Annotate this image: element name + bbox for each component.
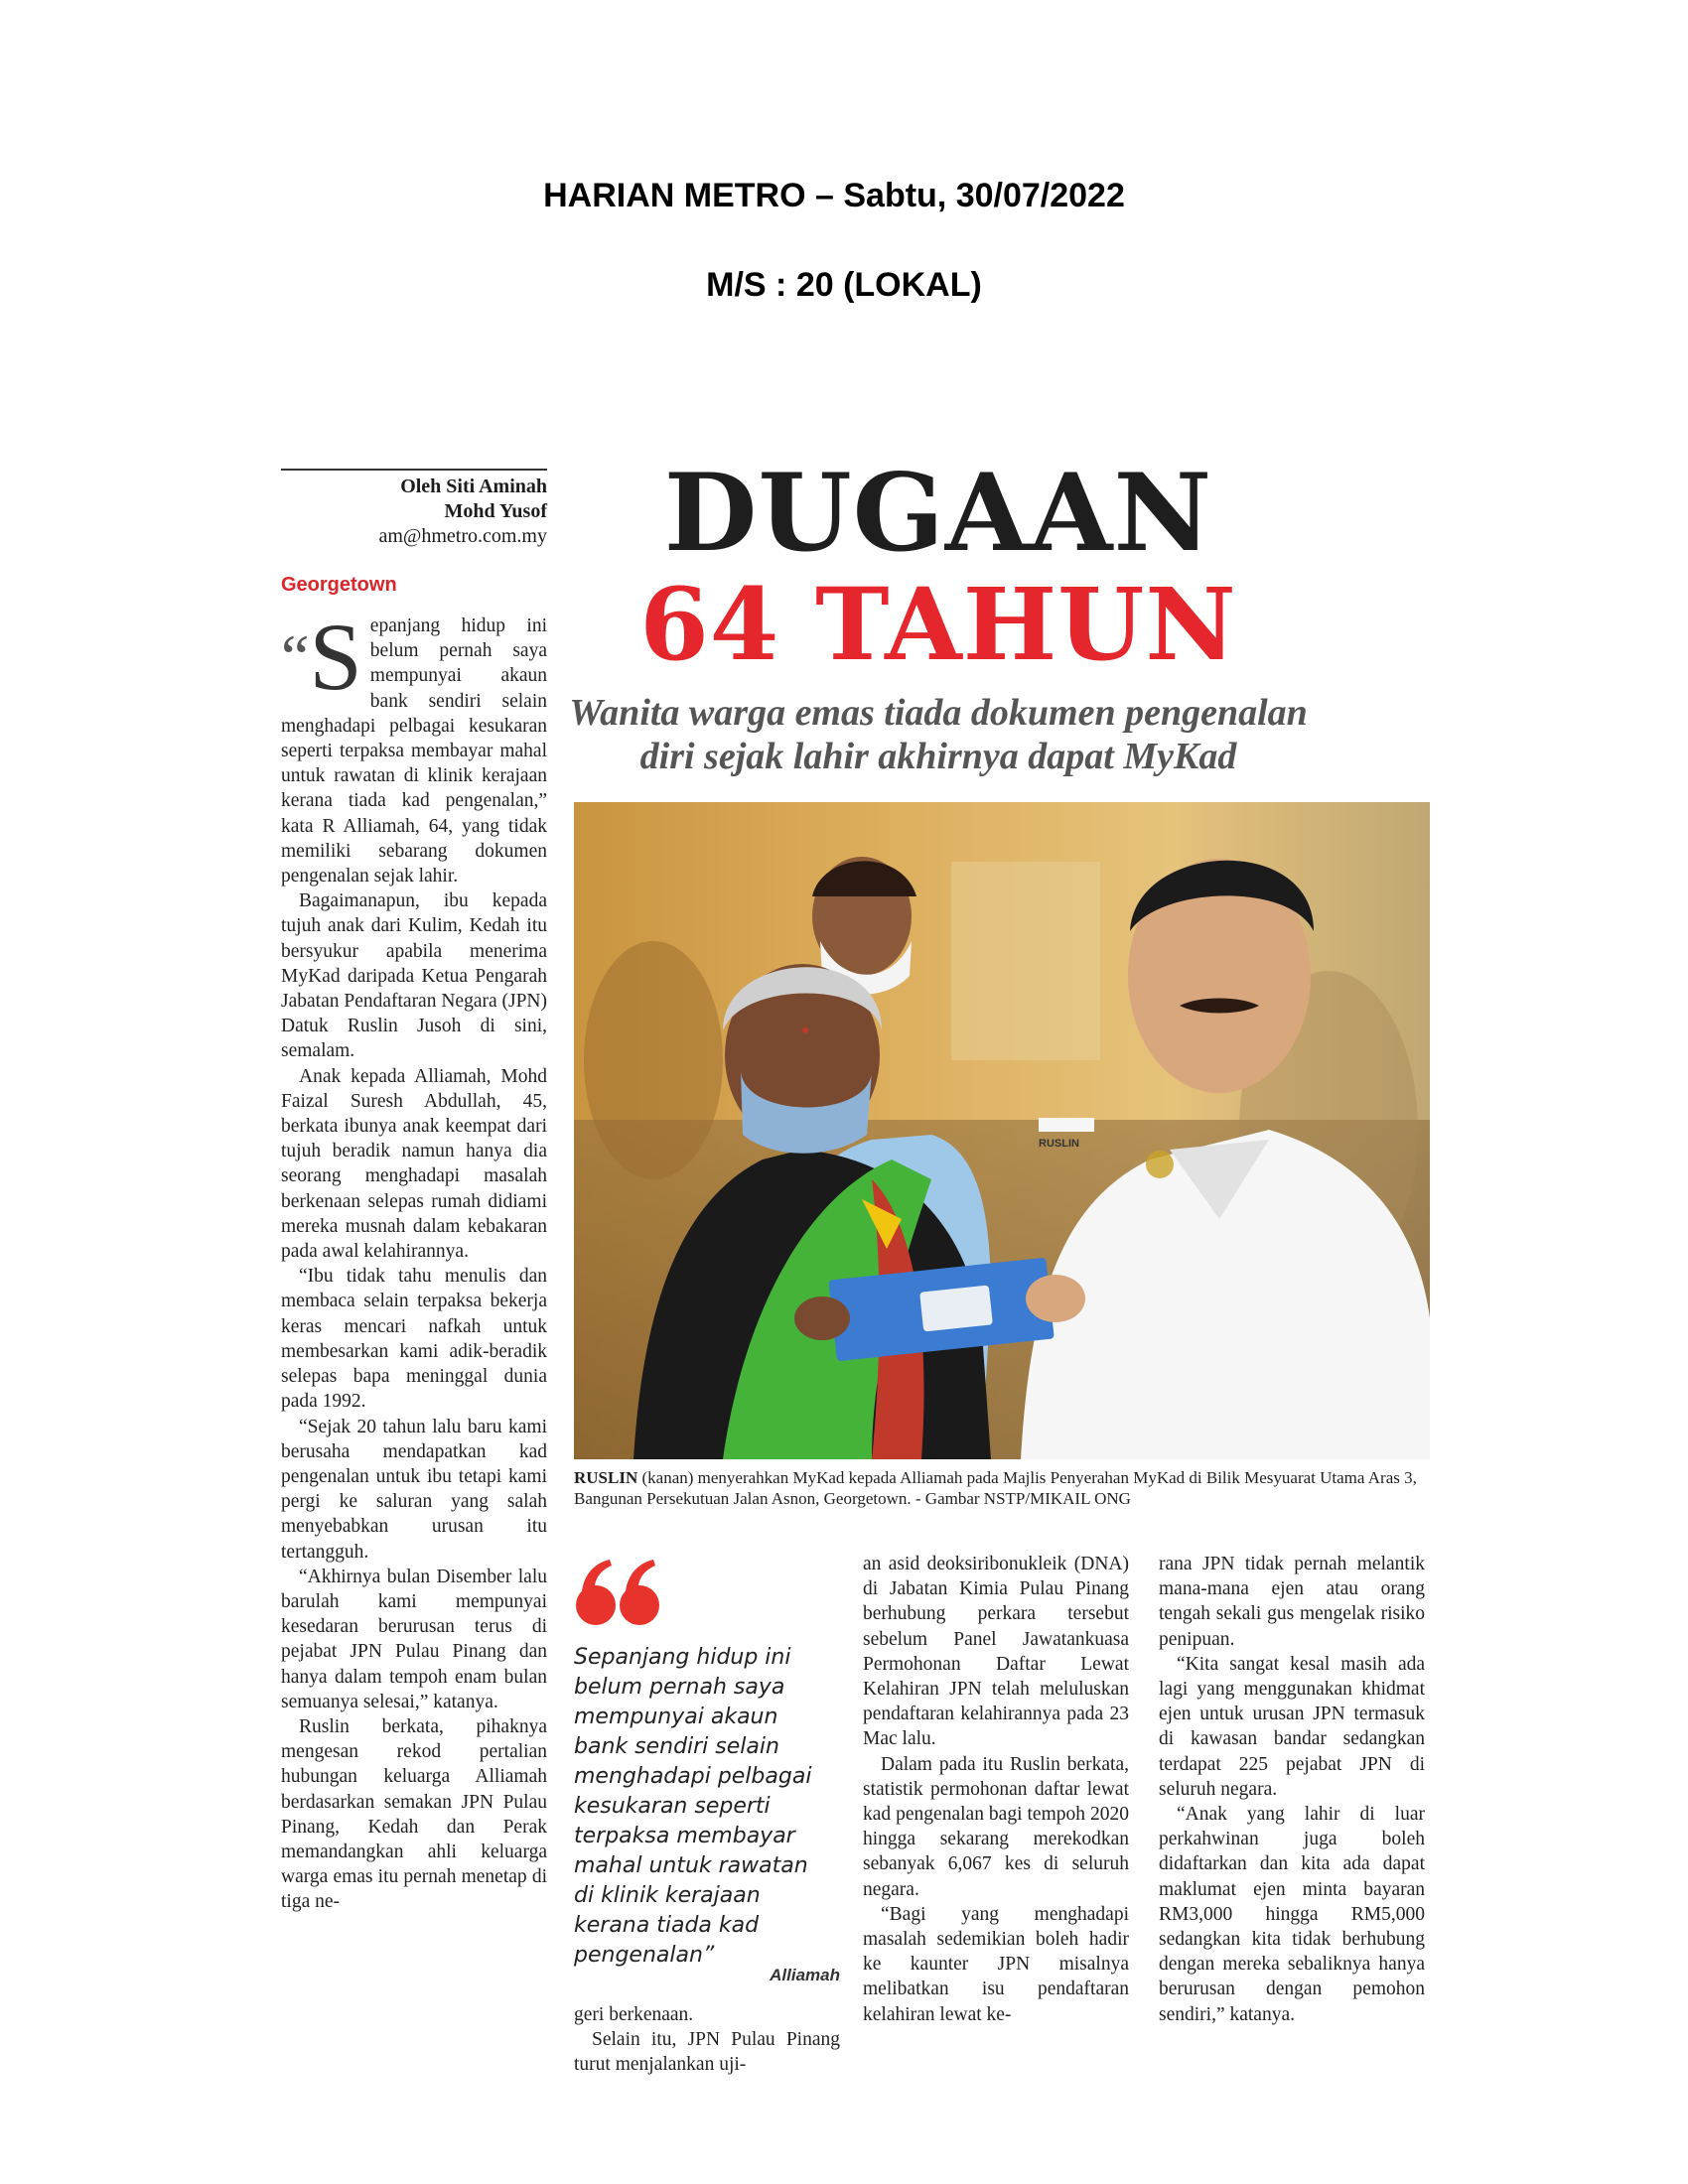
paragraph: Anak kepada Alliamah, Mohd Faizal Suresh Abdullah, 45, berkata ibunya anak keempat dari tujuh beradik namun hanya dia seorang menghadapi masalah berkenaan selepas rumah didiami mereka musnah dalam kebakaran pada awal kelahirannya. [281, 1065, 547, 1263]
drop-cap: “S [281, 604, 362, 710]
lead-paragraph: “S epanjang hidup ini belum pernah saya mempunyai akaun bank sendiri selain menghadapi pelbagai kesukaran seperti terpaksa membayar mahal untuk rawatan di klinik kerajaan kerana tiada kad pengenalan,” kata R Alliamah, 64, yang tidak memiliki sebarang dokumen pengenalan sejak lahir. [281, 604, 547, 887]
article-column-2 [574, 2002, 840, 2078]
paragraph: Ruslin berkata, pihaknya mengesan rekod pertalian hubungan keluarga Alliamah berdasarkan semakan JPN Pulau Pinang, Kedah dan Perak memandangkan ahli keluarga warga emas itu pernah menetap di tiga ne- [281, 1715, 547, 1913]
paragraph: rana JPN tidak pernah melantik mana-mana ejen atau orang tengah sekali gus mengelak risiko penipuan. [1159, 1554, 1425, 1650]
paragraph: “Sejak 20 tahun lalu baru kami berusaha mendapatkan kad pengenalan untuk ibu tetapi kami pergi ke saluran yang salah menyebabkan urusan itu tertangguh. [281, 1416, 547, 1563]
pull-quote-attribution: Alliamah [770, 1966, 840, 1984]
pull-quote: Sepanjang hidup ini belum pernah saya mempunyai akaun bank sendiri selain menghadapi pelbagai kesukaran seperti terpaksa membayar mahal untuk rawatan di klinik kerajaan kerana tiada kad pengenalan” [574, 1645, 812, 1968]
shirt-name-tag: RUSLIN [1039, 1138, 1079, 1150]
page-line: M/S : 20 (LOKAL) [706, 266, 982, 304]
paragraph: “Ibu tidak tahu menulis dan membaca selain terpaksa bekerja keras mencari nafkah untuk membesarkan kami adik-beradik selepas bapa meninggal dunia pada 1992. [281, 1266, 547, 1413]
caption-text: (kanan) menyerahkan MyKad kepada Alliamah pada Majlis Penyerahan MyKad di Bilik Mesyuarat Utama Aras 3, Bangunan Persekutuan Jalan Asnon, Georgetown. - Gambar NSTP/MIKAIL ONG [574, 1468, 1417, 1508]
paragraph: geri berkenaan. [574, 2004, 694, 2025]
article-column-4 [1159, 1552, 1425, 2027]
photo-caption [574, 1467, 1428, 1509]
byline-rule [281, 469, 547, 471]
news-photo [574, 802, 1430, 1459]
paragraph: an asid deoksiribonukleik (DNA) di Jabatan Kimia Pulau Pinang berhubung perkara tersebut sebelum Panel Jawatankuasa Permohonan Daftar Lewat Kelahiran JPN telah meluluskan pendaftaran kelahirannya pada 23 Mac lalu. [863, 1554, 1129, 1750]
paragraph: Bagaimanapun, ibu kepada tujuh anak dari Kulim, Kedah itu bersyukur apabila menerima MyKad daripada Ketua Pengarah Jabatan Pendaftaran Negara (JPN) Datuk Ruslin Jusoh di sini, semalam. [281, 890, 548, 1062]
headline-subtitle [492, 691, 1385, 778]
paragraph: “Bagi yang menghadapi masalah sedemikian boleh hadir ke kaunter JPN misalnya melibatkan isu pendaftaran kelahiran lewat ke- [863, 1903, 1129, 2025]
author-email: am@hmetro.com.my [378, 525, 547, 547]
author-line-2: Mohd Yusof [444, 500, 547, 522]
dateline: Georgetown [281, 574, 397, 596]
headline-line-2: 64 TAHUN [639, 566, 1237, 683]
article-column-1 [281, 604, 548, 1915]
open-quote-icon: “ [281, 621, 310, 692]
paragraph: Dalam pada itu Ruslin berkata, statistik permohonan daftar lewat kad pengenalan bagi tempoh 2020 hingga sekarang merekodkan sebanyak 6,067 kes di seluruh negara. [863, 1753, 1129, 1900]
paragraph: “Kita sangat kesal masih ada lagi yang menggunakan khidmat ejen untuk urusan JPN termasuk di kawasan bandar sedangkan terdapat 225 pejabat JPN di seluruh negara. [1159, 1653, 1425, 1800]
publication-line: HARIAN METRO – Sabtu, 30/07/2022 [543, 177, 1125, 214]
author-line-1: Oleh Siti Aminah [400, 476, 547, 497]
byline [281, 475, 547, 549]
article-column-3 [863, 1552, 1129, 2027]
paragraph: “Akhirnya bulan Disember lalu barulah kami mempunyai kesedaran berurusan terus di pejabat JPN Pulau Pinang dan hanya dalam tempoh enam bulan semuanya selesai,” katanya. [281, 1566, 547, 1712]
headline-line-1: DUGAAN [663, 451, 1213, 576]
caption-lead: RUSLIN [574, 1468, 638, 1487]
subtitle-line-1: Wanita warga emas tiada dokumen pengenalan [569, 692, 1308, 734]
quote-mark-icon [574, 1554, 663, 1633]
subtitle-line-2: diri sejak lahir akhirnya dapat MyKad [639, 736, 1237, 777]
paragraph: Selain itu, JPN Pulau Pinang turut menjalankan uji- [574, 2029, 840, 2076]
paragraph: “Anak yang lahir di luar perkahwinan juga boleh didaftarkan dan kita ada dapat maklumat ejen minta bayaran RM3,000 hingga RM5,000 sedangkan kita tidak berhubung dengan mereka sebaliknya hanya berurusan dengan pemohon sendiri,” katanya. [1159, 1804, 1425, 2025]
